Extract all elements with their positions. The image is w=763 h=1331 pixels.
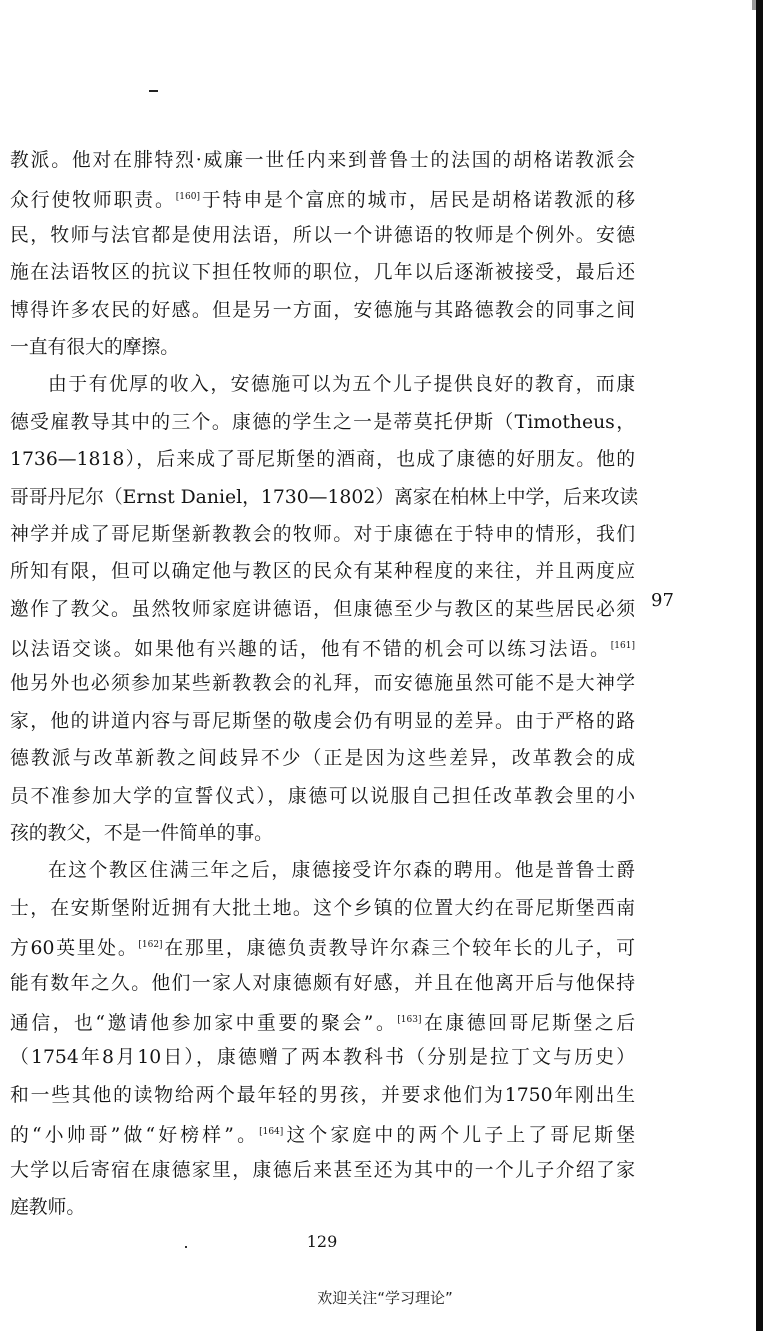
text-line [10, 1152, 635, 1189]
text-line [10, 665, 635, 702]
footnote-marker: [162] [138, 940, 163, 951]
footer-note: 欢迎关注“学习理论” [317, 1289, 453, 1307]
text-run: 哥哥丹尼尔（Ernst Daniel，1730—1802）离家在柏林上中学，后来攻读 [10, 486, 639, 508]
text-line [10, 329, 635, 366]
paragraph [10, 142, 635, 366]
footnote-marker: [164] [259, 1127, 284, 1138]
text-run: （1754年8月10日），康德赠了两本教科书（分别是拉丁文与历史） [10, 1047, 635, 1069]
text-run: 孩的教父，不是一件简单的事。 [10, 823, 273, 845]
margin-page-number: 97 [651, 590, 674, 611]
text-line [10, 591, 635, 628]
text-line [10, 516, 635, 553]
text-run: 邀作了教父。虽然牧师家庭讲德语，但康德至少与教区的某些居民必须 [10, 598, 635, 620]
text-run: 教派。他对在腓特烈·威廉一世任内来到普鲁士的法国的胡格诺教派会 [10, 150, 635, 171]
text-run: 家，他的讲道内容与哥尼斯堡的敬虔会仍有明显的差异。由于严格的路 [10, 710, 635, 732]
text-run: 这个家庭中的两个儿子上了哥尼斯堡 [283, 1125, 636, 1147]
text-run: 一直有很大的摩擦。 [10, 336, 180, 358]
text-line [10, 890, 635, 927]
footer-dot [185, 1246, 187, 1248]
text-run: 在康德回哥尼斯堡之后 [421, 1012, 636, 1034]
text-run: 施在法语牧区的抗议下担任牧师的职位，几年以后逐渐被接受，最后还 [10, 262, 635, 284]
text-run: 于特申是个富庶的城市，居民是胡格诺教派的移 [199, 190, 636, 212]
text-line [10, 852, 635, 889]
text-line [10, 1114, 635, 1151]
text-line [10, 740, 635, 777]
header-dash [149, 90, 158, 92]
text-line [10, 1039, 635, 1076]
text-line [10, 441, 635, 478]
text-run: 能有数年之久。他们一家人对康德颇有好感，并且在他离开后与他保持 [10, 972, 635, 994]
text-run: 和一些其他的读物给两个最年轻的男孩，并要求他们为1750年刚出生 [10, 1084, 635, 1106]
paragraph [10, 366, 639, 852]
text-run: 他另外也必须参加某些新教教会的礼拜，而安德施虽然可能不是大神学 [10, 673, 635, 695]
text-run: 民，牧师与法官都是使用法语，所以一个讲德语的牧师是个例外。安德 [10, 224, 635, 246]
text-line [10, 404, 635, 441]
text-run: 神学并成了哥尼斯堡新教教会的牧师。对于康德在于特申的情形，我们 [10, 523, 635, 545]
text-run: 德教派与改革新教之间歧异不少（正是因为这些差异，改革教会的成 [10, 748, 635, 770]
text-line [10, 292, 635, 329]
page-number: 129 [306, 1232, 338, 1251]
footnote-marker: [161] [610, 641, 635, 652]
text-line [10, 479, 639, 516]
text-line [10, 366, 635, 403]
text-run: 的“小帅哥”做“好榜样”。 [10, 1125, 260, 1147]
text-line [10, 1077, 635, 1114]
text-run: 方60英里处。 [10, 938, 139, 960]
body-text [10, 142, 639, 1226]
text-line [10, 815, 635, 852]
text-line [10, 965, 635, 1002]
text-run: 德受雇教导其中的三个。康德的学生之一是蒂莫托伊斯（Timotheus， [10, 411, 635, 433]
text-line [10, 217, 635, 254]
text-run: 所知有限，但可以确定他与教区的民众有某种程度的来往，并且两度应 [10, 561, 635, 583]
text-line [10, 778, 635, 815]
text-run: 员不准参加大学的宣誓仪式），康德可以说服自己担任改革教会里的小 [10, 785, 635, 807]
paragraph [10, 852, 635, 1226]
text-run: 1736—1818），后来成了哥尼斯堡的酒商，也成了康德的好朋友。他的 [10, 449, 635, 471]
text-run: 庭教师。 [10, 1196, 86, 1218]
text-line [10, 628, 635, 665]
text-line [10, 1189, 635, 1226]
text-line [10, 553, 635, 590]
text-run: 士，在安斯堡附近拥有大批土地。这个乡镇的位置大约在哥尼斯堡西南 [10, 897, 635, 919]
text-run: 大学以后寄宿在康德家里，康德后来甚至还为其中的一个儿子介绍了家 [10, 1159, 635, 1181]
text-line [10, 1002, 635, 1039]
text-run: 众行使牧师职责。 [10, 190, 176, 212]
text-run: 博得许多农民的好感。但是另一方面，安德施与其路德教会的同事之间 [10, 299, 635, 321]
text-line [10, 179, 635, 216]
text-line [10, 703, 635, 740]
text-line [10, 927, 635, 964]
text-line [10, 142, 635, 179]
scan-edge-bar [756, 0, 763, 1331]
text-run: 以法语交谈。如果他有兴趣的话，他有不错的机会可以练习法语。 [10, 639, 611, 661]
text-run: 在这个教区住满三年之后，康德接受许尔森的聘用。他是普鲁士爵 [48, 860, 635, 882]
text-run: 在那里，康德负责教导许尔森三个较年长的儿子，可 [162, 938, 635, 960]
footnote-marker: [160] [175, 192, 200, 203]
text-line [10, 254, 635, 291]
text-run: 通信，也“邀请他参加家中重要的聚会”。 [10, 1012, 398, 1034]
text-run: 由于有优厚的收入，安德施可以为五个儿子提供良好的教育，而康 [48, 374, 635, 396]
footnote-marker: [163] [397, 1014, 422, 1025]
